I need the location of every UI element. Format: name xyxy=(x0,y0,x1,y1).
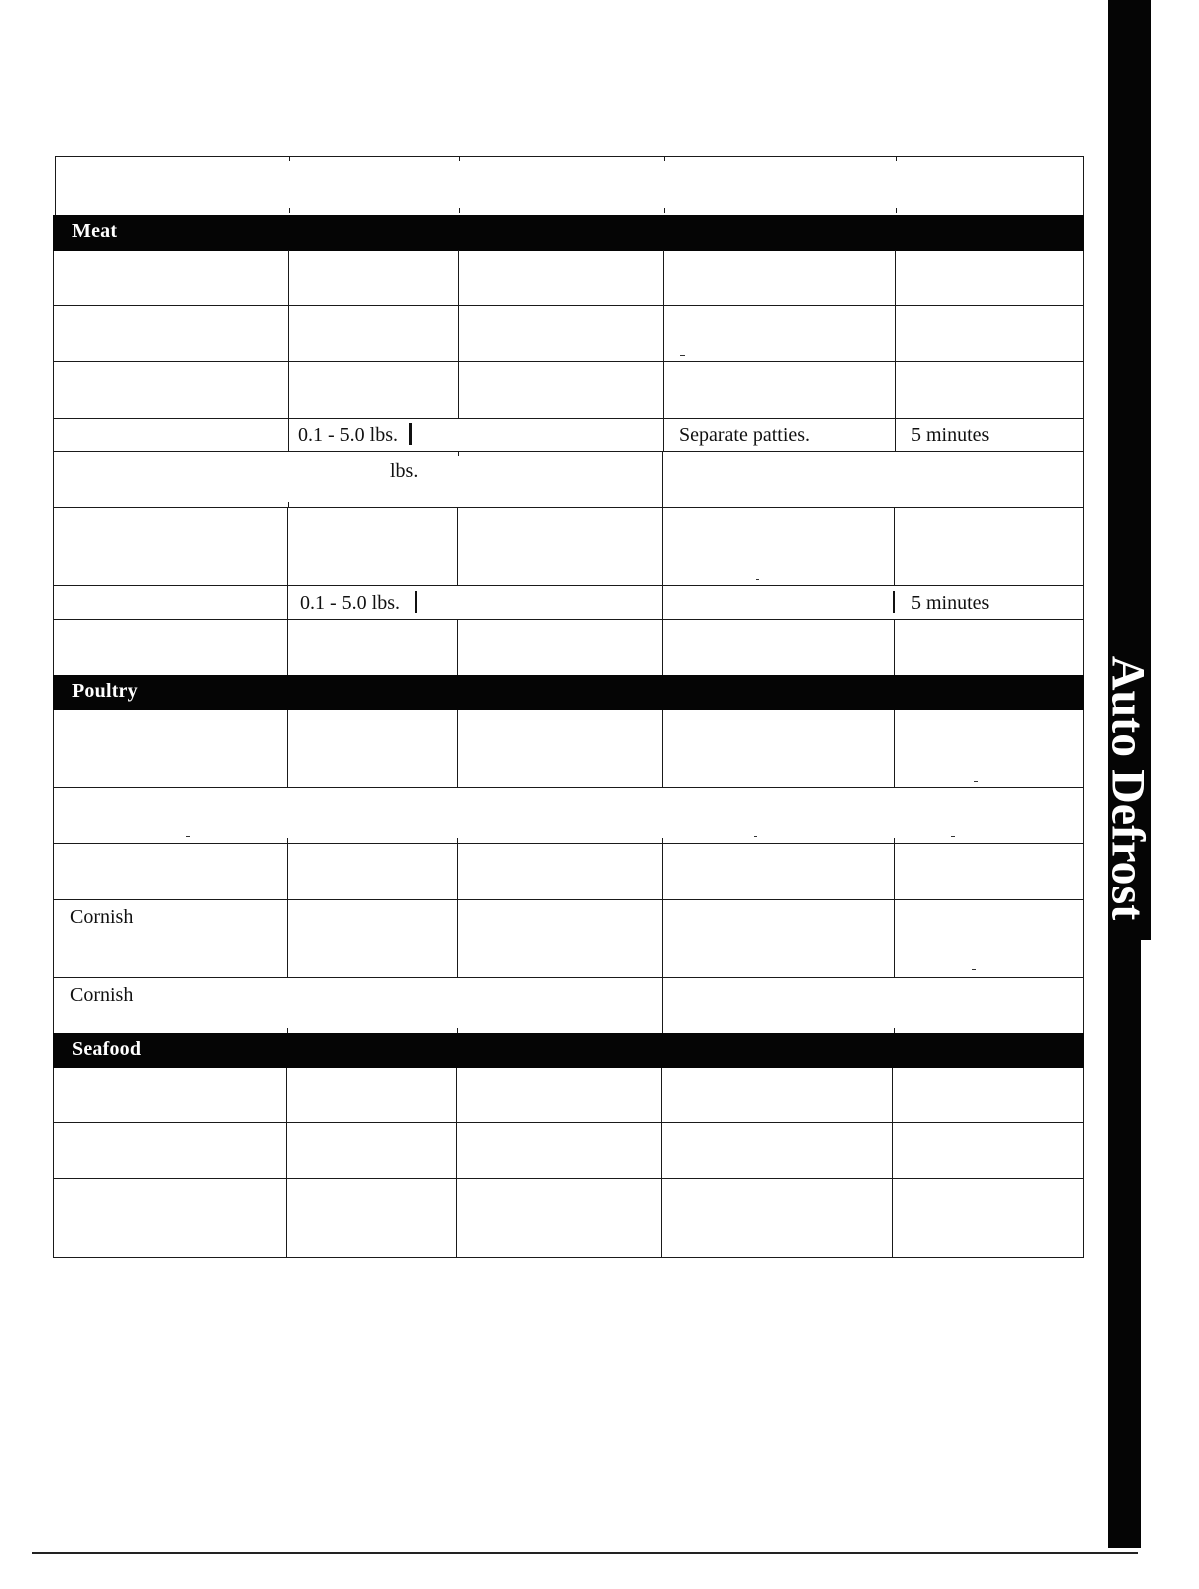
food-cornish-row4: Cornish xyxy=(70,906,134,928)
section-band-meat xyxy=(53,215,1084,251)
weight-range-meat-row7: 0.1 - 5.0 lbs. xyxy=(300,592,400,614)
footer-rule xyxy=(32,1552,1138,1554)
section-band-seafood xyxy=(53,1033,1084,1068)
section-title-seafood: Seafood xyxy=(72,1038,142,1060)
weight-range-ground-meat: 0.1 - 5.0 lbs. xyxy=(298,424,398,446)
cell-bar-marker xyxy=(415,591,417,613)
cell-bar-marker xyxy=(893,591,895,613)
side-tab-title: Auto Defrost xyxy=(1101,655,1155,921)
section-title-poultry: Poultry xyxy=(72,680,138,702)
instructions-ground-meat: Separate patties. xyxy=(679,424,811,446)
food-cornish-row5: Cornish xyxy=(70,984,134,1006)
stand-time-ground-meat: 5 minutes xyxy=(911,424,990,446)
cell-bar-marker xyxy=(409,423,412,445)
section-band-poultry xyxy=(53,675,1084,710)
section-title-meat: Meat xyxy=(72,220,118,242)
weight-unit-text: lbs. xyxy=(390,460,419,482)
stand-time-meat-row7: 5 minutes xyxy=(911,592,990,614)
